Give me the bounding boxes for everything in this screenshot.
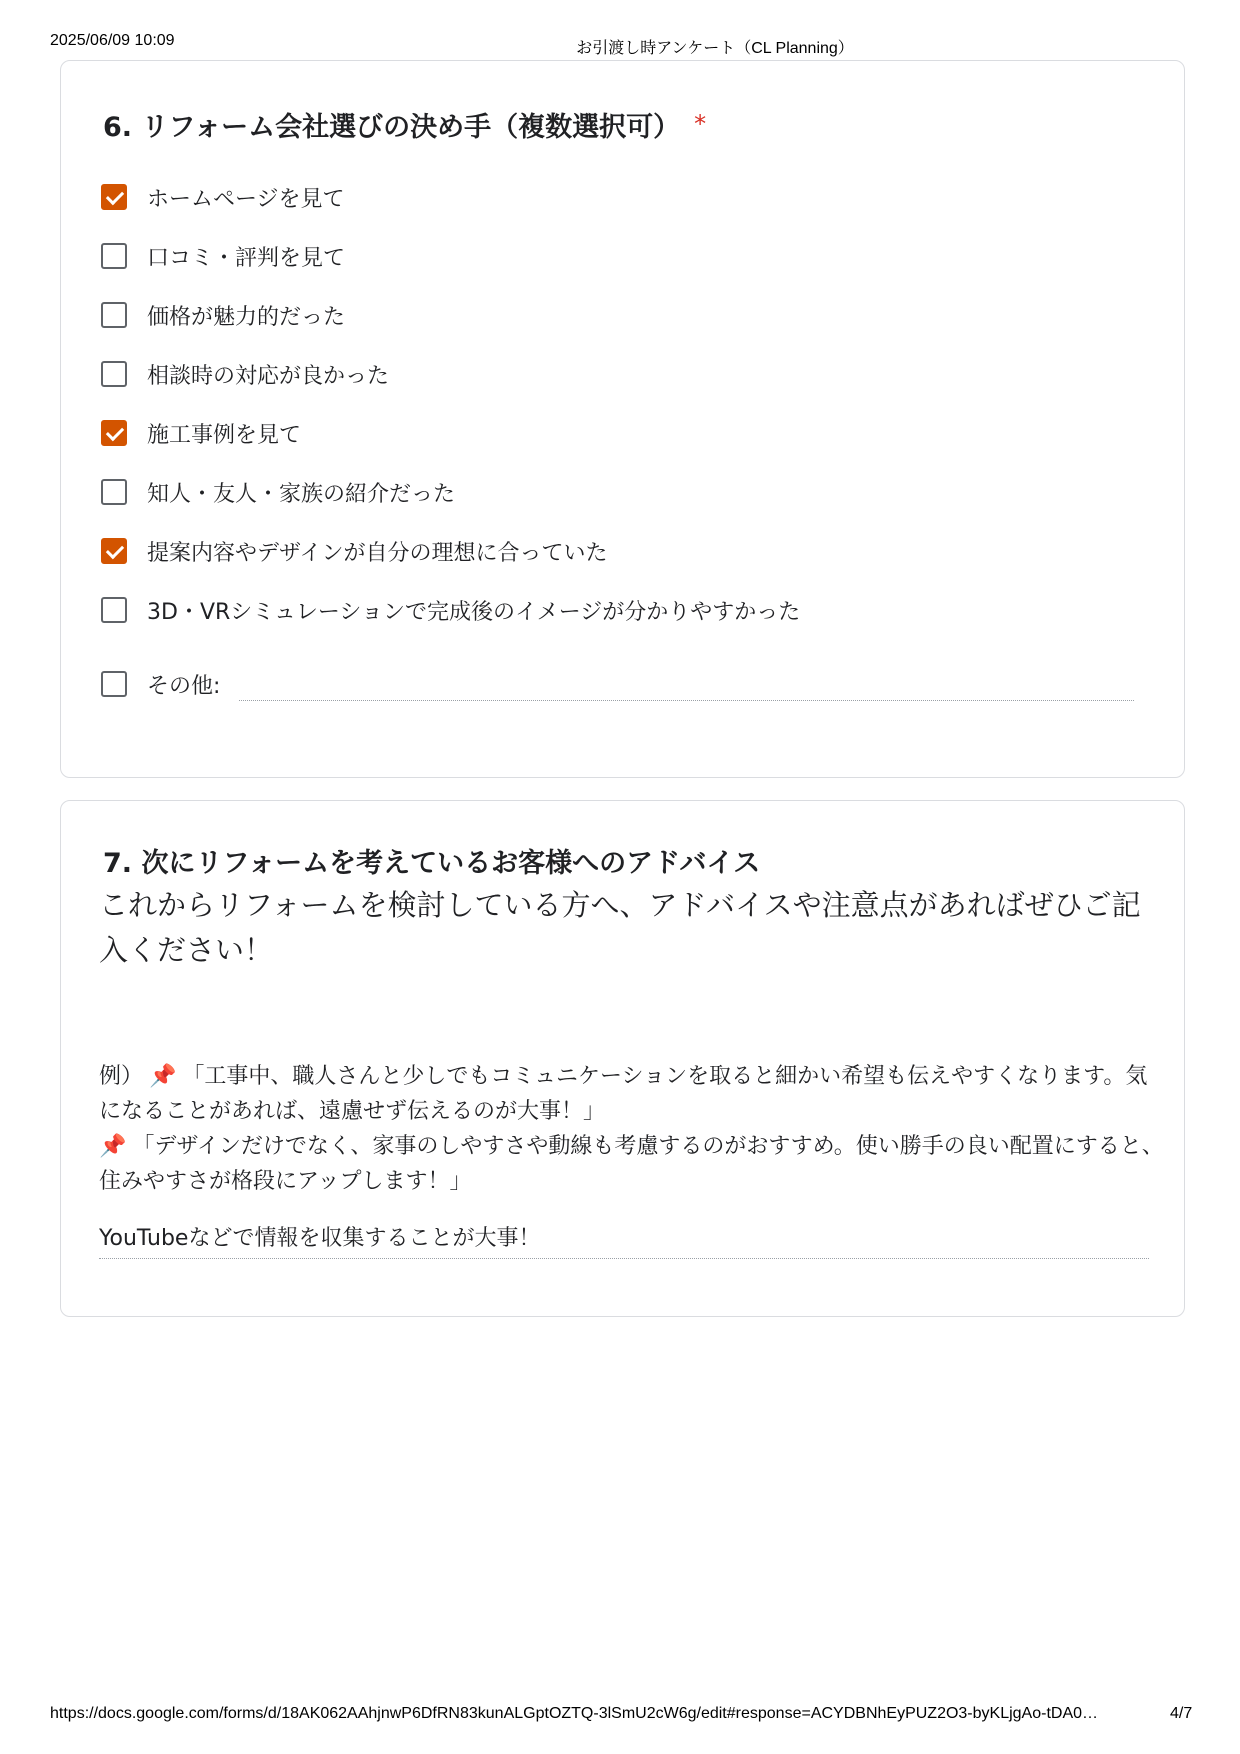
question-7-example <box>99 1059 1169 1199</box>
option-referral[interactable] <box>101 474 455 510</box>
pushpin-icon: 📌 <box>149 1064 177 1089</box>
print-datetime: 2025/06/09 10:09 <box>50 32 175 49</box>
option-label: その他: <box>147 673 221 699</box>
print-footer <box>0 1705 1240 1727</box>
example-1: 「工事中、職人さんと少しでもコミュニケーションを取ると細かい希望も伝えやすくなります。気になることがあれば、遠慮せず伝えるのが大事！」 <box>99 1064 1148 1124</box>
question-7-description: これからリフォームを検討している方へ、アドバイスや注意点があればぜひご記入ください！ <box>99 888 1141 967</box>
option-design-match[interactable] <box>101 533 607 569</box>
question-7-answer-field[interactable]: YouTubeなどで情報を収集することが大事！ <box>99 1221 1149 1259</box>
option-homepage[interactable] <box>101 179 345 215</box>
checkbox-referral[interactable] <box>101 479 127 505</box>
question-6-title: 6. リフォーム会社選びの決め手（複数選択可） <box>103 112 681 143</box>
print-title: お引渡し時アンケート（CL Planning） <box>576 40 854 57</box>
option-case-studies[interactable] <box>101 415 301 451</box>
question-6-title-row <box>103 105 706 144</box>
checkbox-consultation[interactable] <box>101 361 127 387</box>
option-label: 3D・VRシミュレーションで完成後のイメージが分かりやすかった <box>147 599 801 625</box>
option-other[interactable] <box>101 666 220 702</box>
question-6-card <box>60 60 1185 778</box>
option-consultation[interactable] <box>101 356 389 392</box>
checkbox-design-match[interactable] <box>101 538 127 564</box>
other-text-field[interactable] <box>239 700 1134 701</box>
option-label: 知人・友人・家族の紹介だった <box>147 481 456 507</box>
checkbox-other[interactable] <box>101 671 127 697</box>
checkbox-3d-vr[interactable] <box>101 597 127 623</box>
checkbox-price[interactable] <box>101 302 127 328</box>
option-label: 価格が魅力的だった <box>147 304 346 330</box>
option-label: ホームページを見て <box>147 186 345 212</box>
required-star: * <box>694 110 707 138</box>
option-label: 口コミ・評判を見て <box>147 245 346 271</box>
pushpin-icon: 📌 <box>99 1134 127 1159</box>
example-2: 「デザインだけでなく、家事のしやすさや動線も考慮するのがおすすめ。使い勝手の良い配置にすると、住みやすさが格段にアップします！」 <box>99 1134 1164 1194</box>
question-7-title: 7. 次にリフォームを考えているお客様へのアドバイス <box>103 848 761 879</box>
checkbox-reviews[interactable] <box>101 243 127 269</box>
checkbox-homepage[interactable] <box>101 184 127 210</box>
footer-url: https://docs.google.com/forms/d/18AK062AAhjnwP6DfRN83kunALGptOZTQ-3lSmU2cW6g/edit#response=ACYDBNhEyPUZ2O3-byKLjgAo-tDA0… <box>50 1705 1099 1722</box>
option-label: 提案内容やデザインが自分の理想に合っていた <box>147 540 608 566</box>
option-label: 相談時の対応が良かった <box>147 363 390 389</box>
checkbox-case-studies[interactable] <box>101 420 127 446</box>
footer-page-number: 4/7 <box>1170 1705 1193 1722</box>
question-7-card <box>60 800 1185 1317</box>
option-reviews[interactable] <box>101 238 345 274</box>
print-title-wrap <box>0 35 1240 58</box>
option-label: 施工事例を見て <box>147 422 302 448</box>
print-header <box>0 32 1240 57</box>
example-prefix: 例） <box>99 1064 144 1089</box>
option-3d-vr[interactable] <box>101 592 800 628</box>
option-price[interactable] <box>101 297 345 333</box>
